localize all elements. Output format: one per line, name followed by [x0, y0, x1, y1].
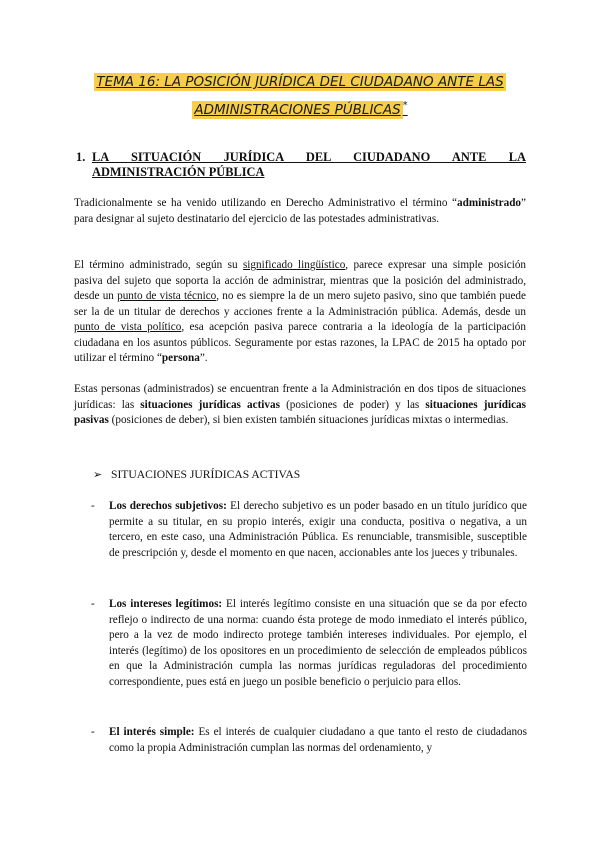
p2-bold-persona: persona: [161, 352, 200, 364]
paragraph-1: [74, 196, 526, 227]
p2-text-b: , parece expresar una simple posición pasiva del sujeto que soporta la acción de administrar, mientras que la posición del administrado, desde un: [74, 259, 527, 302]
list-item-text: El derecho subjetivo es un poder basado en un título jurídico que permite a su titular, en su propio interés, exigir una conducta, positiva o negativa, a un tercero, en este caso, una Administración Pública. Es renunciable, transmisible, susceptible de prescripción y, desde el momento en que nacen, accionables ante los jueces y tribunales.: [109, 500, 527, 559]
p2-underline-1: significado lingüístico: [242, 259, 346, 271]
paragraph-3: [74, 382, 526, 429]
list-item-head: El interés simple:: [109, 726, 195, 738]
p3-text-a: Estas personas (administrados) se encuentran frente a la Administración en dos tipos de situaciones jurídicas: las: [74, 383, 526, 411]
subsection-label: SITUACIONES JURÍDICAS ACTIVAS: [111, 468, 301, 481]
title-highlight-2: ADMINISTRACIONES PÚBLICAS: [194, 101, 401, 118]
list-item: [91, 499, 527, 561]
p2-text-e: ”.: [199, 352, 208, 364]
list-item-head: Los intereses legítimos:: [109, 598, 223, 610]
section-number: 1.: [76, 150, 86, 164]
p3-text-c: (posiciones de deber), si bien existen también situaciones jurídicas mixtas o intermedias.: [108, 414, 509, 426]
title-line-2: [60, 94, 540, 122]
p1-text-a: Tradicionalmente se ha venido utilizando en Derecho Administrativo el término: [74, 197, 453, 209]
subsection-heading: [93, 468, 300, 481]
document-title: [60, 70, 540, 122]
p2-underline-2: punto de vista técnico: [117, 290, 217, 302]
title-footnote-mark: *: [402, 100, 408, 111]
p1-quote-open: “: [452, 197, 457, 209]
section-heading-1: [76, 150, 526, 180]
list-item-text: Es el interés de cualquier ciudadano a que tanto el resto de ciudadanos como la propia Administración cumplan las normas del ordenamiento, y: [109, 726, 527, 754]
list-dash: -: [91, 500, 95, 512]
p1-bold-administrado: administrado: [457, 197, 522, 209]
p1-text-c: para designar al sujeto destinatario del ejercicio de las potestades administrativas.: [74, 212, 440, 225]
p2-text-a: El término administrado, según su: [74, 259, 243, 271]
p3-text-b: (posiciones de poder) y las: [279, 398, 426, 411]
p2-underline-3: punto de vista político: [74, 321, 182, 333]
title-line-1: [60, 70, 540, 94]
p2-text-d: , esa acepción pasiva parece contraria a la ideología de la participación ciudadana en los asuntos públicos. Seguramente por estas razones, la LPAC de 2015 ha optado por utilizar el término “: [74, 321, 526, 364]
list-dash: -: [91, 598, 95, 610]
p1-quote-close: ”: [521, 197, 526, 209]
section-heading-line-1: LA SITUACIÓN JURÍDICA DEL CIUDADANO ANTE LA: [92, 150, 526, 164]
paragraph-2: [74, 258, 526, 367]
section-heading-line-2: ADMINISTRACIÓN PÚBLICA: [92, 165, 265, 179]
arrow-bullet-icon: ➢: [93, 468, 103, 481]
p2-text-c: , no es siempre la de un mero sujeto pasivo, sino que también puede ser la de un titular de derechos y acciones frente a la Administración pública. Además, desde un: [74, 290, 526, 318]
p3-bold-pasivas: situaciones jurídicas pasivas: [74, 398, 527, 426]
list-item-text: El interés legítimo consiste en una situación que se da por efecto reflejo o indirecto de una norma: cuando ésta protege de modo inmediato el interés público, pero a la vez de modo indirecto protege también intereses individuales. Por ejemplo, el interés (legítimo) de los opositores en un procedimiento de selección de empleados públicos en que la Administración cumpla las normas jurídicas reguladoras del procedimiento correspondiente, pues está en juego un posible beneficio o perjuicio para ellos.: [109, 598, 528, 688]
list-item-head: Los derechos subjetivos:: [109, 500, 227, 512]
p3-bold-activas: situaciones jurídicas activas: [140, 398, 280, 411]
title-highlight-1: TEMA 16: LA POSICIÓN JURÍDICA DEL CIUDADANO ANTE LAS: [96, 74, 504, 90]
list-item: [91, 597, 528, 690]
list-item: [91, 725, 527, 756]
list-dash: -: [91, 726, 95, 738]
